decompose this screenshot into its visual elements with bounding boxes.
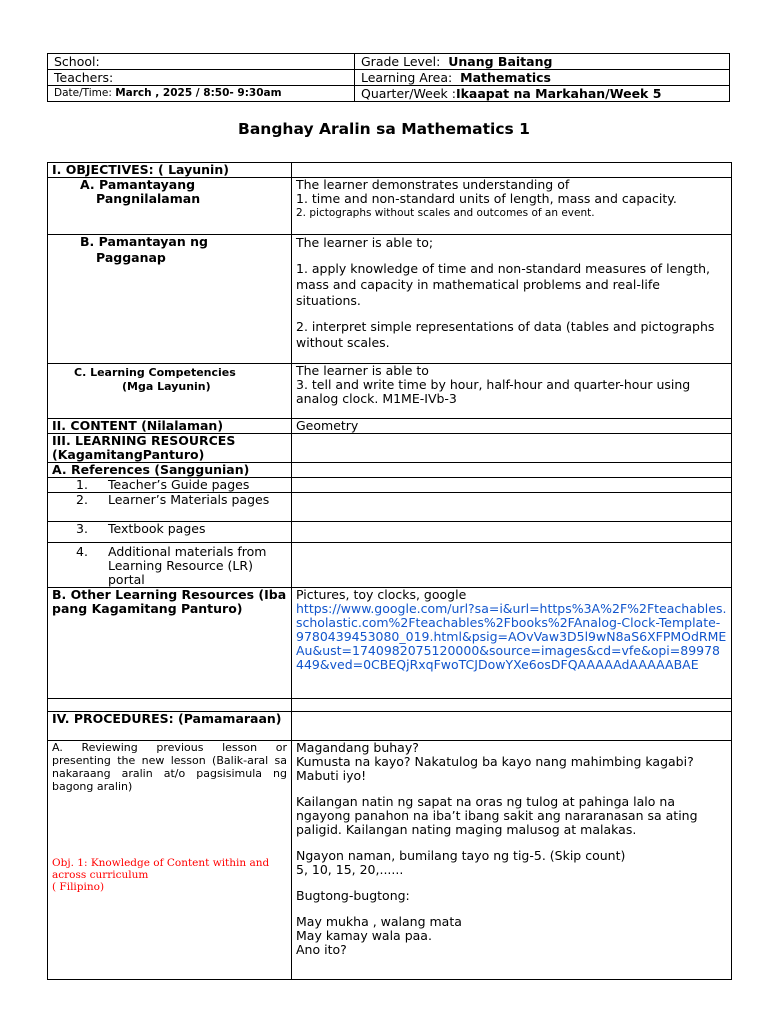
lesson-plan-table [47, 162, 732, 980]
response-health: Kailangan natin ng sapat na oras ng tulog at pahinga lalo na ngayong panahon na iba’t ibang sakit ang nararanasan sa ating paligid. Kailangan nating maging malusog at malakas. [296, 794, 698, 837]
resource-item-4-text: Additional materials from Learning Resource (LR) portal [108, 544, 267, 587]
area-cell [355, 70, 730, 86]
resource-item-3-number: 3. [76, 521, 88, 536]
procedures-heading: IV. PROCEDURES: (Pamamaraan) [48, 712, 292, 741]
datetime-value: March , 2025 / 8:50- 9:30am [115, 87, 282, 99]
content-heading: II. CONTENT (Nilalaman) [48, 419, 292, 434]
area-label: Learning Area: [361, 70, 453, 85]
spacer-row [48, 699, 732, 712]
resource-item-4-number: 4. [76, 544, 88, 559]
list-item [48, 493, 732, 522]
content-value: Geometry [292, 419, 732, 434]
resource-item-1-text: Teacher’s Guide pages [108, 477, 250, 492]
objective-c-label: C. Learning Competencies [74, 366, 236, 379]
objective-b-item-2: 2. interpret simple representations of data (tables and pictographs without scales. [296, 319, 715, 350]
resources-heading-row [48, 434, 732, 463]
datetime-cell [48, 86, 355, 102]
objective-a-item-1: 1. time and non-standard units of length, mass and capacity. [296, 191, 677, 206]
resource-item-3-text: Textbook pages [108, 521, 206, 536]
quarter-cell [355, 86, 730, 102]
grade-value: Unang Baitang [448, 54, 553, 69]
response-riddle-heading: Bugtong-bugtong: [296, 888, 410, 903]
objectives-heading: I. OBJECTIVES: ( Layunin) [48, 163, 292, 178]
list-item [48, 478, 732, 493]
objective-a-item-2: 2. pictographs without scales and outcomes of an event. [296, 207, 595, 219]
objective-b-row [48, 235, 732, 364]
header-info-table [47, 53, 730, 102]
references-heading: A. References (Sanggunian) [48, 463, 292, 478]
teachers-cell [48, 70, 355, 86]
school-label: School: [54, 54, 100, 69]
quarter-value: Ikaapat na Markahan/Week 5 [455, 86, 662, 101]
riddle-line-3: Ano ito? [296, 942, 347, 957]
quarter-label: Quarter/Week : [361, 86, 456, 101]
school-cell [48, 54, 355, 70]
procedure-a-row [48, 741, 732, 980]
response-numbers: 5, 10, 15, 20,...... [296, 862, 404, 877]
grade-cell [355, 54, 730, 70]
resource-item-2-text: Learner’s Materials pages [108, 492, 270, 507]
content-row [48, 419, 732, 434]
objective-note-subject: ( Filipino) [52, 881, 105, 893]
procedure-a-text: A. Reviewing previous lesson or presenting the new lesson (Balik-aral sa nakaraang aralin at/o pagsisimula ng bagong aralin) [52, 741, 287, 793]
riddle-line-2: May kamay wala paa. [296, 928, 432, 943]
datetime-label: Date/Time: [54, 87, 112, 99]
objective-b-label-2: Pagganap [96, 250, 166, 265]
resources-heading: III. LEARNING RESOURCES (KagamitangPanturo) [48, 434, 292, 463]
objectives-heading-row [48, 163, 732, 178]
objective-c-intro: The learner is able to [296, 363, 429, 378]
area-value: Mathematics [460, 70, 551, 85]
objective-a-label: A. Pamantayang [80, 177, 196, 192]
grade-label: Grade Level: [361, 54, 441, 69]
teachers-label: Teachers: [54, 70, 114, 85]
list-item [48, 543, 732, 588]
resource-item-1-number: 1. [76, 477, 88, 492]
objective-a-label-2: Pangnilalaman [96, 191, 201, 206]
riddle-line-1: May mukha , walang mata [296, 914, 462, 929]
objective-c-label-2: (Mga Layunin) [122, 380, 211, 393]
other-resources-heading: B. Other Learning Resources (Iba pang Kagamitang Panturo) [48, 588, 292, 699]
other-resources-value: Pictures, toy clocks, google [296, 587, 467, 602]
document-title: Banghay Aralin sa Mathematics 1 [238, 120, 530, 138]
resource-item-2-number: 2. [76, 492, 88, 507]
objective-note: Obj. 1: Knowledge of Content within and across curriculum [52, 857, 270, 881]
other-resources-row [48, 588, 732, 699]
objective-a-row [48, 178, 732, 235]
objective-b-item-1: 1. apply knowledge of time and non-standard measures of length, mass and capacity in mathematical problems and real-life situations. [296, 261, 710, 308]
objective-b-label: B. Pamantayan ng [80, 234, 208, 249]
procedures-heading-row [48, 712, 732, 741]
objective-b-intro: The learner is able to; [296, 235, 434, 250]
objective-c-row [48, 364, 732, 419]
response-skip-count: Ngayon naman, bumilang tayo ng tig-5. (Skip count) [296, 848, 626, 863]
objective-c-item: 3. tell and write time by hour, half-hour and quarter-hour using analog clock. M1ME-IVb-3 [296, 377, 691, 406]
list-item [48, 522, 732, 543]
response-question: Kumusta na kayo? Nakatulog ba kayo nang mahimbing kagabi? Mabuti iyo! [296, 754, 694, 783]
references-row [48, 463, 732, 478]
objective-a-intro: The learner demonstrates understanding of [296, 177, 570, 192]
response-greeting: Magandang buhay? [296, 740, 419, 755]
google-image-link[interactable]: https://www.google.com/url?sa=i&url=https%3A%2F%2Fteachables.scholastic.com%2Fteachables%2Fbooks%2FAnalog-Clock-Template-9780439453080_019.html&psig=AOvVaw3D5l9wN8aS6XFPMOdRMEAu&ust=1740982075120000&source=images&cd=vfe&opi=89978449&ved=0CBEQjRxqFwoTCJDowYXe6osDFQAAAAAdAAAAABAE [296, 601, 727, 672]
